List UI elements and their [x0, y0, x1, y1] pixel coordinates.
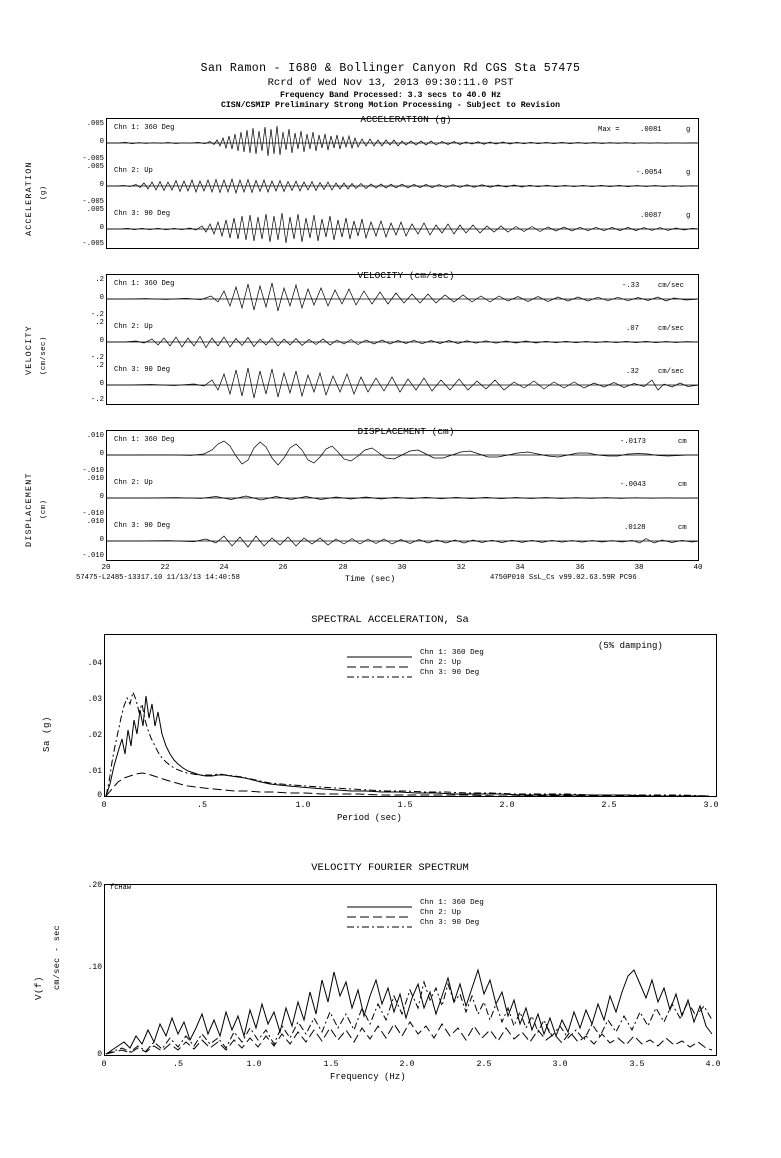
fourier-ytick-0: 0: [97, 1050, 102, 1059]
time-xtick-5: 30: [397, 564, 407, 572]
vel-chn1-units: cm/sec: [658, 282, 684, 290]
velocity-axis-units: (cm/sec): [40, 336, 48, 375]
vel-ytick-2-bot: -.2: [91, 354, 104, 362]
spectral-ytick-4: .04: [87, 659, 102, 668]
vel-ytick-1-bot: -.2: [91, 311, 104, 319]
displacement-title: DISPLACEMENT (cm): [357, 426, 455, 437]
spectral-ytick-2: .02: [87, 731, 102, 740]
fourier-ytick-2: .20: [87, 881, 102, 890]
dsp-ytick-2-mid: 0: [99, 493, 104, 501]
time-xtick-4: 28: [338, 564, 348, 572]
fourier-ylabel-units: cm/sec - sec: [52, 924, 62, 990]
fourier-xtick-0: 0: [101, 1059, 107, 1069]
acc-chn1-max-prefix: Max =: [598, 126, 620, 134]
spectral-xtick-0: 0: [101, 800, 107, 810]
velocity-traces: [106, 274, 699, 405]
acc-chn2-max: -.0054: [636, 169, 662, 177]
fourier-curves: [104, 884, 717, 1056]
dsp-chn1-units: cm: [678, 438, 687, 446]
acc-chn2-units: g: [686, 169, 691, 177]
spectral-xtick-2: 1.0: [295, 800, 311, 810]
record-datetime: Rcrd of Wed Nov 13, 2013 09:30:11.0 PST: [267, 77, 514, 89]
fourier-corner-note: fcHaw: [110, 884, 132, 892]
vel-ytick-1-mid: 0: [99, 294, 104, 302]
displacement-axis-units: (cm): [40, 499, 48, 519]
dsp-chn2-max: -.0043: [620, 481, 646, 489]
fourier-xtick-6: 3.0: [552, 1059, 568, 1069]
spectral-legend-item-1: Chn 1: 360 Deg: [420, 649, 484, 657]
fourier-xtick-7: 3.5: [629, 1059, 645, 1069]
acceleration-axis-units: (g): [40, 185, 48, 200]
fourier-ytick-1: .10: [87, 963, 102, 972]
spectral-legend-item-3: Chn 3: 90 Deg: [420, 669, 480, 677]
fourier-xtick-5: 2.5: [476, 1059, 492, 1069]
acc-ytick-2-top: .005: [86, 163, 104, 171]
acceleration-title: ACCELERATION (g): [360, 114, 452, 125]
fourier-legend-item-1: Chn 1: 360 Deg: [420, 899, 484, 907]
fourier-xtick-1: .5: [172, 1059, 184, 1069]
spectral-xtick-4: 2.0: [499, 800, 515, 810]
spectral-xtick-6: 3.0: [703, 800, 719, 810]
vel-chn1-max: -.33: [622, 282, 640, 290]
acc-ytick-3-top: .005: [86, 206, 104, 214]
velocity-axis-name: VELOCITY: [24, 325, 34, 375]
fourier-title: VELOCITY FOURIER SPECTRUM: [311, 862, 469, 874]
time-xtick-8: 36: [575, 564, 585, 572]
dsp-chn3-units: cm: [678, 524, 687, 532]
vel-chn3-max: .32: [626, 368, 639, 376]
acc-chn3-label: Chn 3: 90 Deg: [114, 210, 171, 218]
fourier-xlabel: Frequency (Hz): [330, 1072, 406, 1082]
time-xtick-9: 38: [634, 564, 644, 572]
spectral-ylabel: Sa (g): [42, 715, 52, 752]
acceleration-traces: [106, 118, 699, 249]
fourier-legend-item-2: Chn 2: Up: [420, 909, 462, 917]
dsp-ytick-2-bot: -.010: [82, 510, 104, 518]
vel-ytick-3-bot: -.2: [91, 396, 104, 404]
record-id-footer: 57475-L2485-13317.10 11/13/13 14:40:58: [76, 574, 240, 582]
displacement-axis-name: DISPLACEMENT: [24, 472, 34, 547]
velocity-title: VELOCITY (cm/sec): [357, 270, 455, 281]
time-xtick-1: 22: [160, 564, 170, 572]
acc-chn2-label: Chn 2: Up: [114, 167, 153, 175]
time-xtick-7: 34: [515, 564, 525, 572]
vel-ytick-3-mid: 0: [99, 380, 104, 388]
vel-chn2-units: cm/sec: [658, 325, 684, 333]
spectral-xtick-1: .5: [196, 800, 208, 810]
time-xtick-2: 24: [219, 564, 229, 572]
fourier-xtick-3: 1.5: [323, 1059, 339, 1069]
dsp-chn2-label: Chn 2: Up: [114, 479, 153, 487]
time-xtick-3: 26: [278, 564, 288, 572]
vel-chn2-label: Chn 2: Up: [114, 323, 153, 331]
spectral-xlabel: Period (sec): [337, 813, 402, 823]
acc-ytick-2-mid: 0: [99, 181, 104, 189]
vel-ytick-3-top: .2: [95, 362, 104, 370]
acc-ytick-3-bot: -.005: [82, 240, 104, 248]
spectral-ytick-0: 0: [97, 791, 102, 800]
processing-note: CISN/CSMIP Preliminary Strong Motion Processing - Subject to Revision: [220, 101, 561, 110]
acc-ytick-1-mid: 0: [99, 138, 104, 146]
dsp-chn1-max: -.0173: [620, 438, 646, 446]
acc-ytick-1-bot: -.005: [82, 155, 104, 163]
displacement-traces: [106, 430, 699, 561]
acc-ytick-1-top: .005: [86, 120, 104, 128]
dsp-chn2-units: cm: [678, 481, 687, 489]
vel-chn2-max: .07: [626, 325, 639, 333]
vel-chn1-label: Chn 1: 360 Deg: [114, 280, 175, 288]
acc-chn1-label: Chn 1: 360 Deg: [114, 124, 175, 132]
dsp-ytick-3-bot: -.010: [82, 552, 104, 560]
page-header: [0, 62, 781, 110]
acc-ytick-2-bot: -.005: [82, 198, 104, 206]
vel-ytick-2-top: .2: [95, 319, 104, 327]
spectral-ytick-1: .01: [87, 767, 102, 776]
acc-chn1-units: g: [686, 126, 691, 134]
spectral-xtick-3: 1.5: [397, 800, 413, 810]
spectral-ytick-3: .03: [87, 695, 102, 704]
acc-chn3-units: g: [686, 212, 691, 220]
dsp-chn3-max: .0128: [624, 524, 646, 532]
frequency-band-note: Frequency Band Processed: 3.3 secs to 40.0 Hz: [279, 91, 502, 100]
dsp-ytick-1-top: .010: [86, 432, 104, 440]
dsp-ytick-2-top: .010: [86, 475, 104, 483]
acc-ytick-3-mid: 0: [99, 224, 104, 232]
fourier-ylabel: V(f): [34, 975, 44, 1000]
time-xtick-6: 32: [456, 564, 466, 572]
acc-chn1-max: .0081: [640, 126, 662, 134]
spectral-damping-note: (5% damping): [598, 641, 663, 651]
time-xtick-0: 20: [101, 564, 111, 572]
time-axis-label: Time (sec): [345, 574, 396, 584]
dsp-chn3-label: Chn 3: 90 Deg: [114, 522, 171, 530]
spectral-xtick-5: 2.5: [601, 800, 617, 810]
vel-chn3-label: Chn 3: 90 Deg: [114, 366, 171, 374]
dsp-ytick-3-mid: 0: [99, 536, 104, 544]
vel-ytick-2-mid: 0: [99, 337, 104, 345]
fourier-xtick-2: 1.0: [246, 1059, 262, 1069]
dsp-chn1-label: Chn 1: 360 Deg: [114, 436, 175, 444]
dsp-ytick-1-bot: -.010: [82, 467, 104, 475]
processing-version-footer: 4750P010 SsL_Cs v99.02.63.59R PC96: [490, 574, 637, 582]
time-xtick-10: 40: [693, 564, 703, 572]
spectral-legend-item-2: Chn 2: Up: [420, 659, 462, 667]
spectral-curves: [104, 634, 717, 797]
fourier-legend-item-3: Chn 3: 90 Deg: [420, 919, 480, 927]
spectral-title: SPECTRAL ACCELERATION, Sa: [311, 614, 469, 626]
dsp-ytick-3-top: .010: [86, 518, 104, 526]
fourier-xtick-8: 4.0: [705, 1059, 721, 1069]
acceleration-axis-name: ACCELERATION: [24, 161, 34, 236]
vel-ytick-1-top: .2: [95, 276, 104, 284]
acc-chn3-max: .0087: [640, 212, 662, 220]
dsp-ytick-1-mid: 0: [99, 450, 104, 458]
vel-chn3-units: cm/sec: [658, 368, 684, 376]
station-title: San Ramon - I680 & Bollinger Canyon Rd CGS Sta 57475: [200, 62, 581, 75]
fourier-xtick-4: 2.0: [399, 1059, 415, 1069]
